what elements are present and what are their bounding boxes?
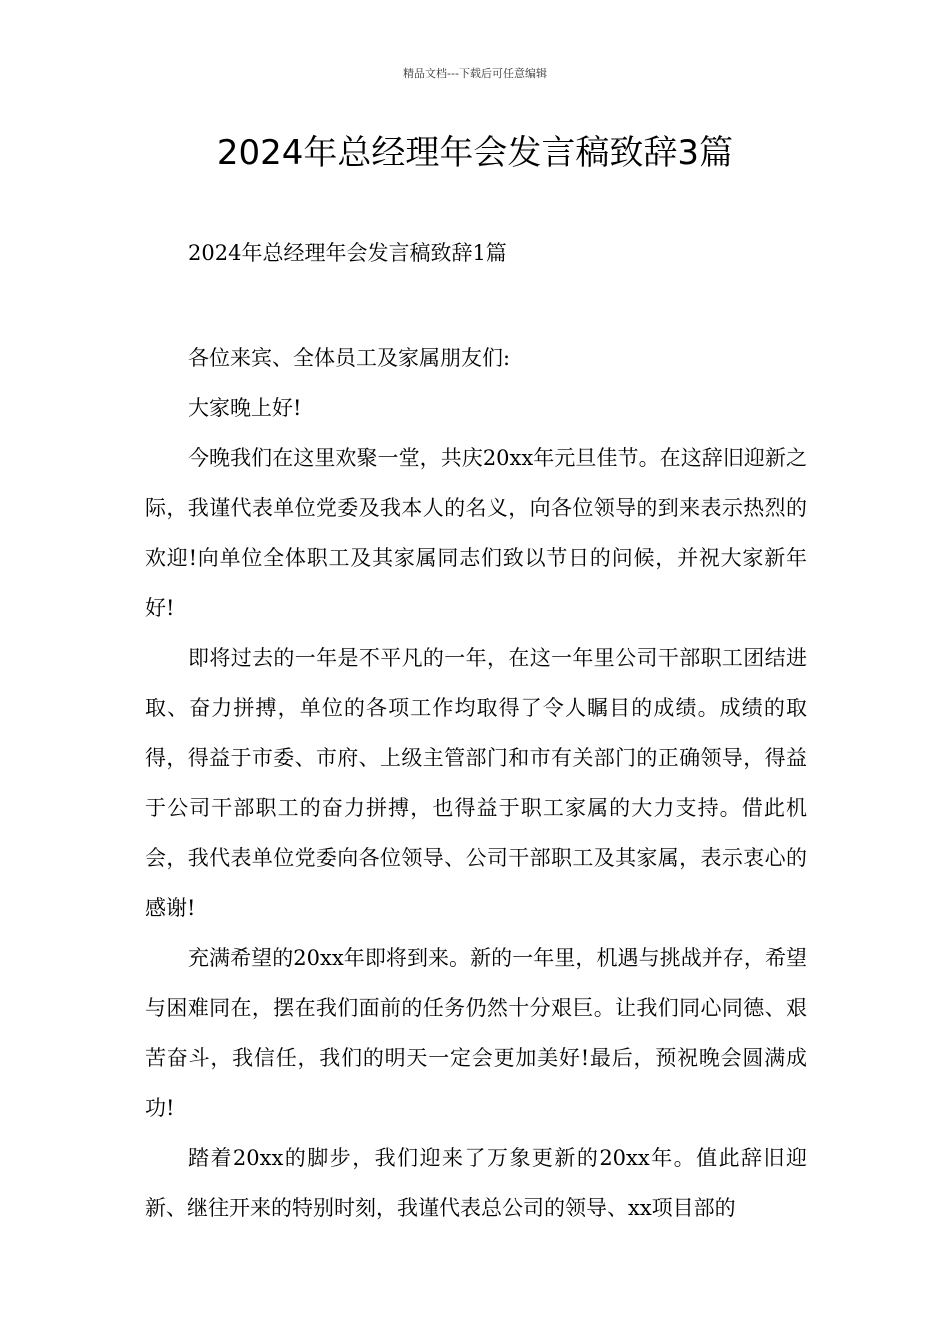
salutation: 各位来宾、全体员工及家属朋友们: [188,346,511,370]
body-paragraph: 踏着20xx的脚步，我们迎来了万象更新的20xx年。值此辞旧迎新、继往开来的特别时刻，我谨代表总公司的领导、xx项目部的 [145,1146,807,1220]
greeting: 大家晚上好! [188,396,302,420]
header-note: 精品文档---下载后可任意编辑 [403,67,547,80]
body-paragraph: 今晚我们在这里欢聚一堂，共庆20xx年元旦佳节。在这辞旧迎新之际，我谨代表单位党委及我本人的名义，向各位领导的到来表示热烈的欢迎!向单位全体职工及其家属同志们致以节日的问候，并祝大家新年好! [145,446,807,620]
section-heading: 2024年总经理年会发言稿致辞1篇 [188,241,507,265]
body-paragraph: 充满希望的20xx年即将到来。新的一年里，机遇与挑战并存，希望与困难同在，摆在我们面前的任务仍然十分艰巨。让我们同心同德、艰苦奋斗，我信任，我们的明天一定会更加美好!最后，预祝晚会圆满成功! [145,946,807,1120]
document-title: 2024年总经理年会发言稿致辞3篇 [216,133,734,173]
document-body [145,333,807,1233]
body-paragraph: 即将过去的一年是不平凡的一年，在这一年里公司干部职工团结进取、奋力拼搏，单位的各项工作均取得了令人瞩目的成绩。成绩的取得，得益于市委、市府、上级主管部门和市有关部门的正确领导，得益于公司干部职工的奋力拼搏，也得益于职工家属的大力支持。借此机会，我代表单位党委向各位领导、公司干部职工及其家属，表示衷心的感谢! [145,646,807,920]
